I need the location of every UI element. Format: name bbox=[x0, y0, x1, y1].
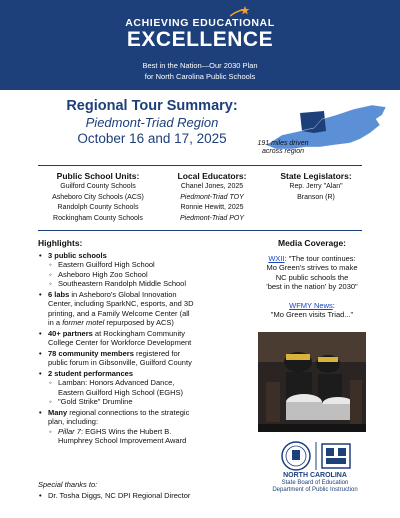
page-title: Regional Tour Summary: bbox=[66, 98, 238, 114]
highlight-text: at Rockingham Community bbox=[92, 328, 185, 338]
media-quote: Mo Green's strives to make bbox=[266, 263, 358, 272]
highlight-text: College Center for Workforce Development bbox=[48, 338, 192, 347]
highlight-bold: 2 student performances bbox=[48, 368, 134, 378]
divider bbox=[38, 230, 362, 231]
list-item: Randolph County Schools bbox=[57, 204, 139, 211]
legislator-line-1: Rep. Jerry "Alan" bbox=[289, 183, 343, 190]
tour-dates: October 16 and 17, 2025 bbox=[77, 131, 227, 146]
map-caption-line1: 191 miles driven bbox=[257, 140, 309, 147]
educators-column bbox=[164, 171, 260, 224]
sub-item: ◦ Southeastern Randolph Middle School bbox=[38, 279, 253, 289]
highlight-text: printing, and a Family Welcome Center (all bbox=[48, 308, 190, 318]
media-quote: : "The tour continues: bbox=[284, 253, 356, 263]
thanks-item: • Dr. Tosha Diggs, NC DPI Regional Director bbox=[38, 491, 253, 501]
tagline2: for North Carolina Public Schools bbox=[144, 72, 256, 81]
divider bbox=[38, 165, 362, 166]
highlight-text: repurposed by ACS) bbox=[104, 318, 174, 327]
drumline-photo bbox=[258, 332, 366, 432]
highlight-item bbox=[38, 408, 253, 427]
highlight-text: registered for bbox=[133, 348, 181, 358]
highlight-text: in Asheboro's Global Innovation bbox=[69, 289, 177, 299]
legislator-line-2: Branson (R) bbox=[297, 193, 335, 201]
media-item-2 bbox=[250, 301, 374, 320]
sub-item: ◦ "Gold Strike" Drumline bbox=[38, 397, 253, 407]
sub-item: ◦ Eastern Guilford High School bbox=[38, 260, 253, 270]
thanks-section bbox=[38, 480, 253, 500]
map-caption bbox=[248, 140, 318, 156]
title-block bbox=[52, 98, 252, 147]
educator-title-2: Piedmont-Triad POY bbox=[179, 214, 245, 222]
sub-item-text: Lamban: Honors Advanced Dance, bbox=[58, 378, 175, 387]
media-item-1 bbox=[250, 254, 374, 292]
highlight-item bbox=[38, 290, 253, 328]
media-section bbox=[250, 239, 374, 320]
sub-item: ◦ Asheboro High Zoo School bbox=[38, 270, 253, 280]
school-units-heading: Public School Units: bbox=[56, 171, 140, 181]
header-banner bbox=[0, 0, 400, 90]
wfmy-link[interactable]: WFMY News bbox=[289, 300, 333, 310]
highlight-item bbox=[38, 369, 253, 379]
highlight-text: plan, including: bbox=[48, 417, 99, 426]
highlight-text: regional connections to the strategic bbox=[67, 407, 190, 417]
media-quote: 'best in the nation' by 2030" bbox=[266, 282, 358, 291]
sub-item-text: : EGHS Wins the Hubert B. bbox=[80, 426, 172, 436]
list-item: Rockingham County Schools bbox=[53, 214, 143, 222]
highlight-item bbox=[38, 251, 253, 261]
sub-item bbox=[38, 427, 253, 446]
school-units-column bbox=[38, 171, 158, 224]
highlight-item bbox=[38, 329, 253, 348]
media-quote: NC public schools the bbox=[275, 272, 349, 282]
highlights-section bbox=[38, 239, 253, 446]
map-caption-line2: across region bbox=[261, 148, 305, 155]
tagline1: Best in the Nation—Our 2030 Plan bbox=[142, 61, 258, 70]
logo-line2: State Board of Education bbox=[281, 479, 349, 486]
brand-line2: EXCELLENCE bbox=[126, 28, 274, 51]
educator-title-1: Piedmont-Triad TOY bbox=[180, 193, 244, 201]
highlight-bold: 3 public schools bbox=[48, 250, 107, 260]
list-item: Asheboro City Schools (ACS) bbox=[52, 193, 144, 201]
media-heading: Media Coverage: bbox=[277, 238, 347, 248]
media-quote: "Mo Green visits Triad..." bbox=[270, 310, 354, 319]
highlight-bold: 6 labs bbox=[48, 289, 70, 299]
media-colon: : bbox=[332, 300, 335, 310]
educators-heading: Local Educators: bbox=[177, 171, 247, 181]
highlight-bold: 40+ partners bbox=[48, 328, 93, 338]
educator-name-1: Chanel Jones, 2025 bbox=[180, 183, 244, 190]
sub-item-text: Humphrey School Improvement Award bbox=[58, 436, 187, 445]
brand-line1: ACHIEVING EDUCATIONAL bbox=[125, 17, 275, 29]
highlight-bold: 78 community members bbox=[48, 348, 134, 358]
highlight-text: in a bbox=[48, 318, 63, 327]
highlight-text: public forum in Gibsonville, Guilford County bbox=[48, 358, 192, 367]
highlight-italic: former motel bbox=[62, 318, 105, 327]
highlight-bold: Many bbox=[48, 407, 68, 417]
logo-text bbox=[250, 472, 380, 495]
highlight-item bbox=[38, 349, 253, 368]
wxii-link[interactable]: WXII bbox=[268, 253, 285, 263]
sub-item-text: Eastern Guilford High School (EGHS) bbox=[58, 387, 184, 397]
sub-item-italic: Pillar 7 bbox=[58, 426, 81, 436]
thanks-heading: Special thanks to: bbox=[38, 480, 98, 489]
educator-name-2: Ronnie Hewitt, 2025 bbox=[180, 204, 244, 211]
legislators-column bbox=[266, 171, 366, 203]
logo-line1: NORTH CAROLINA bbox=[283, 472, 347, 479]
sub-item bbox=[38, 378, 253, 397]
highlights-heading: Highlights: bbox=[38, 238, 83, 248]
highlight-text: Center, including SparkNC, esports, and 3D bbox=[48, 299, 194, 308]
logo-line3: Department of Public Instruction bbox=[272, 487, 358, 493]
region-name: Piedmont-Triad Region bbox=[85, 115, 219, 130]
legislators-heading: State Legislators: bbox=[280, 171, 352, 181]
list-item: Guilford County Schools bbox=[60, 183, 136, 190]
